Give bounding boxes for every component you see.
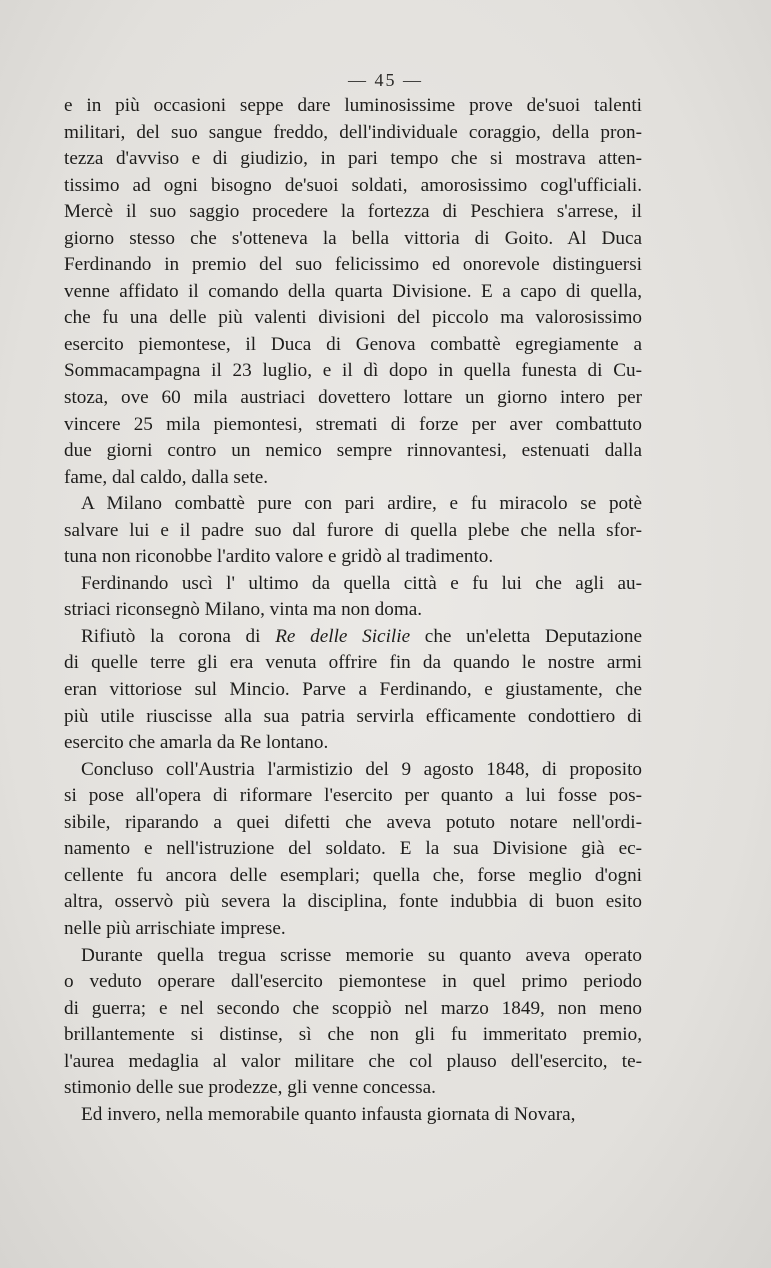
paragraph	[64, 943, 642, 1102]
text-line: Mercè il suo saggio procedere la fortezza di Peschiera s'arrese, il	[64, 201, 642, 223]
text-line: di quelle terre gli era venuta offrire fin da quando le nostre armi	[64, 652, 642, 674]
text-line: esercito piemontese, il Duca di Genova combattè egregiamente a	[64, 333, 642, 355]
text-line: sibile, riparando a quei difetti che aveva potuto notare nell'ordi-	[64, 811, 642, 833]
paragraph	[64, 757, 642, 943]
text-line: tissimo ad ogni bisogno de'suoi soldati, amorosissimo cogl'ufficiali.	[64, 174, 642, 196]
text-line: A Milano combattè pure con pari ardire, e fu miracolo se potè	[81, 493, 642, 515]
text-line: brillantemente si distinse, sì che non gli fu immeritato premio,	[64, 1024, 642, 1046]
text-line: stoza, ove 60 mila austriaci dovettero lottare un giorno intero per	[64, 387, 642, 409]
text-line: venne affidato il comando della quarta Divisione. E a capo di quella,	[64, 280, 642, 302]
text-line: si pose all'opera di riformare l'esercito per quanto a lui fosse pos-	[64, 785, 642, 807]
text-line: tuna non riconobbe l'ardito valore e gridò al tradimento.	[64, 546, 494, 568]
text-line: eran vittoriose sul Mincio. Parve a Ferdinando, e giustamente, che	[64, 679, 642, 701]
text-line: militari, del suo sangue freddo, dell'individuale coraggio, della pron-	[64, 121, 642, 143]
text-line: cellente fu ancora delle esemplari; quella che, forse meglio d'ogni	[64, 864, 642, 886]
paragraph	[64, 571, 642, 624]
text-line: altra, osservò più severa la disciplina, fonte indubbia di buon esito	[64, 891, 642, 913]
text-line: salvare lui e il padre suo dal furore di quella plebe che nella sfor-	[64, 519, 642, 541]
paragraph	[64, 1102, 642, 1129]
text-line: striaci riconsegnò Milano, vinta ma non doma.	[64, 599, 423, 621]
page-number: — 45 —	[348, 70, 423, 90]
text-line: due giorni contro un nemico sempre rinnovantesi, estenuati dalla	[64, 440, 642, 462]
text-line: tezza d'avviso e di giudizio, in pari tempo che si mostrava atten-	[64, 148, 642, 170]
text-line: e in più occasioni seppe dare luminosissime prove de'suoi talenti	[64, 95, 642, 116]
text-line: Durante quella tregua scrisse memorie su quanto aveva operato	[81, 944, 642, 966]
text-line: Ed invero, nella memorabile quanto infausta giornata di Novara,	[81, 1103, 576, 1125]
text-line: Rifiutò la corona di Re delle Sicilie che un'eletta Deputazione	[81, 625, 642, 647]
text-line: fame, dal caldo, dalla sete.	[64, 466, 269, 488]
text-line: o veduto operare dall'esercito piemontese in quel primo periodo	[64, 971, 642, 993]
text-line: Sommacampagna il 23 luglio, e il dì dopo in quella funesta di Cu-	[64, 360, 642, 382]
text-line: Ferdinando uscì l' ultimo da quella città e fu lui che agli au-	[81, 572, 642, 594]
text-line: vincere 25 mila piemontesi, stremati di forze per aver combattuto	[64, 413, 642, 435]
text-line: più utile riuscisse alla sua patria servirla efficamente condottiero di	[64, 705, 642, 727]
text-line: l'aurea medaglia al valor militare che col plauso dell'esercito, te-	[64, 1050, 642, 1072]
text-line: nelle più arrischiate imprese.	[64, 917, 286, 939]
italic-title: Re delle Sicilie	[275, 625, 411, 647]
paragraph	[64, 624, 642, 757]
text-line: esercito che amarla da Re lontano.	[64, 732, 329, 754]
paragraph	[64, 491, 642, 571]
text-line: Ferdinando in premio del suo felicissimo ed onorevole distinguersi	[64, 254, 642, 276]
text-line: di guerra; e nel secondo che scoppiò nel marzo 1849, non meno	[64, 997, 642, 1019]
text-line: che fu una delle più valenti divisioni del piccolo ma valorosissimo	[64, 307, 642, 329]
text-line: giorno stesso che s'otteneva la bella vittoria di Goito. Al Duca	[64, 227, 642, 249]
text-line: Concluso coll'Austria l'armistizio del 9 agosto 1848, di proposito	[81, 758, 642, 780]
text-line: namento e nell'istruzione del soldato. E la sua Divisione già ec-	[64, 838, 642, 860]
text-line: stimonio delle sue prodezze, gli venne concessa.	[64, 1077, 436, 1099]
paragraph	[64, 93, 642, 491]
body-text	[64, 93, 642, 1128]
